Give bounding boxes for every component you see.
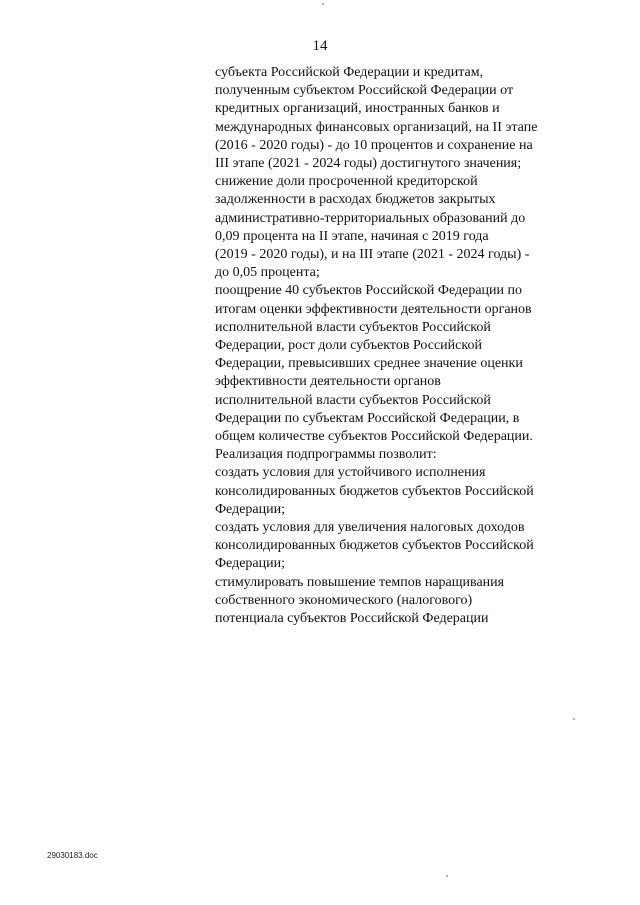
- text-line: задолженности в расходах бюджетов закрытых: [215, 192, 496, 208]
- text-line: Федерации, превысивших среднее значение оценки: [215, 356, 523, 372]
- text-line: Федерации;: [215, 556, 286, 572]
- text-line: создать условия для увеличения налоговых доходов: [215, 520, 525, 536]
- text-line: создать условия для устойчивого исполнения: [215, 465, 486, 481]
- text-line: полученным субъектом Российской Федерации от: [215, 83, 514, 99]
- scan-speck: [446, 875, 448, 877]
- text-line: снижение доли просроченной кредиторской: [215, 174, 478, 190]
- text-line: (2016 - 2020 годы) - до 10 процентов и сохранение на: [215, 137, 533, 153]
- text-line: стимулировать повышение темпов наращивания: [215, 574, 505, 590]
- scan-speck: [322, 3, 324, 5]
- text-line: Реализация подпрограммы позволит:: [215, 447, 437, 463]
- text-line: Федерации;: [215, 501, 286, 517]
- document-body: [215, 64, 575, 628]
- text-line: III этапе (2021 - 2024 годы) достигнутого значения;: [215, 156, 522, 172]
- text-line: кредитных организаций, иностранных банков и: [215, 101, 500, 117]
- text-line: Федерации по субъектам Российской Федерации, в: [215, 410, 520, 426]
- text-line: международных финансовых организаций, на II этапе: [215, 119, 538, 135]
- text-line: административно-территориальных образований до: [215, 210, 526, 226]
- text-line: общем количестве субъектов Российской Федерации.: [215, 429, 533, 445]
- text-line: эффективности деятельности органов: [215, 374, 441, 390]
- text-line: (2019 - 2020 годы), и на III этапе (2021 - 2024 годы) -: [215, 247, 530, 263]
- text-line: поощрение 40 субъектов Российской Федерации по: [215, 283, 523, 299]
- file-reference: 29030183.doc: [47, 851, 98, 860]
- text-line: консолидированных бюджетов субъектов Российской: [215, 483, 534, 499]
- scan-speck: [573, 718, 575, 720]
- text-line: до 0,05 процента;: [215, 265, 320, 281]
- text-line: исполнительной власти субъектов Российской: [215, 392, 491, 408]
- text-line: Федерации, рост доли субъектов Российской: [215, 338, 482, 354]
- text-line: потенциала субъектов Российской Федерации: [215, 611, 489, 627]
- text-line: субъекта Российской Федерации и кредитам,: [215, 65, 484, 80]
- text-line: исполнительной власти субъектов Российской: [215, 319, 491, 335]
- text-line: собственного экономического (налогового): [215, 592, 473, 608]
- text-line: 0,09 процента на II этапе, начиная с 2019 года: [215, 228, 489, 244]
- text-line: консолидированных бюджетов субъектов Российской: [215, 538, 534, 554]
- page-number: 14: [312, 38, 328, 54]
- text-line: итогам оценки эффективности деятельности органов: [215, 301, 532, 317]
